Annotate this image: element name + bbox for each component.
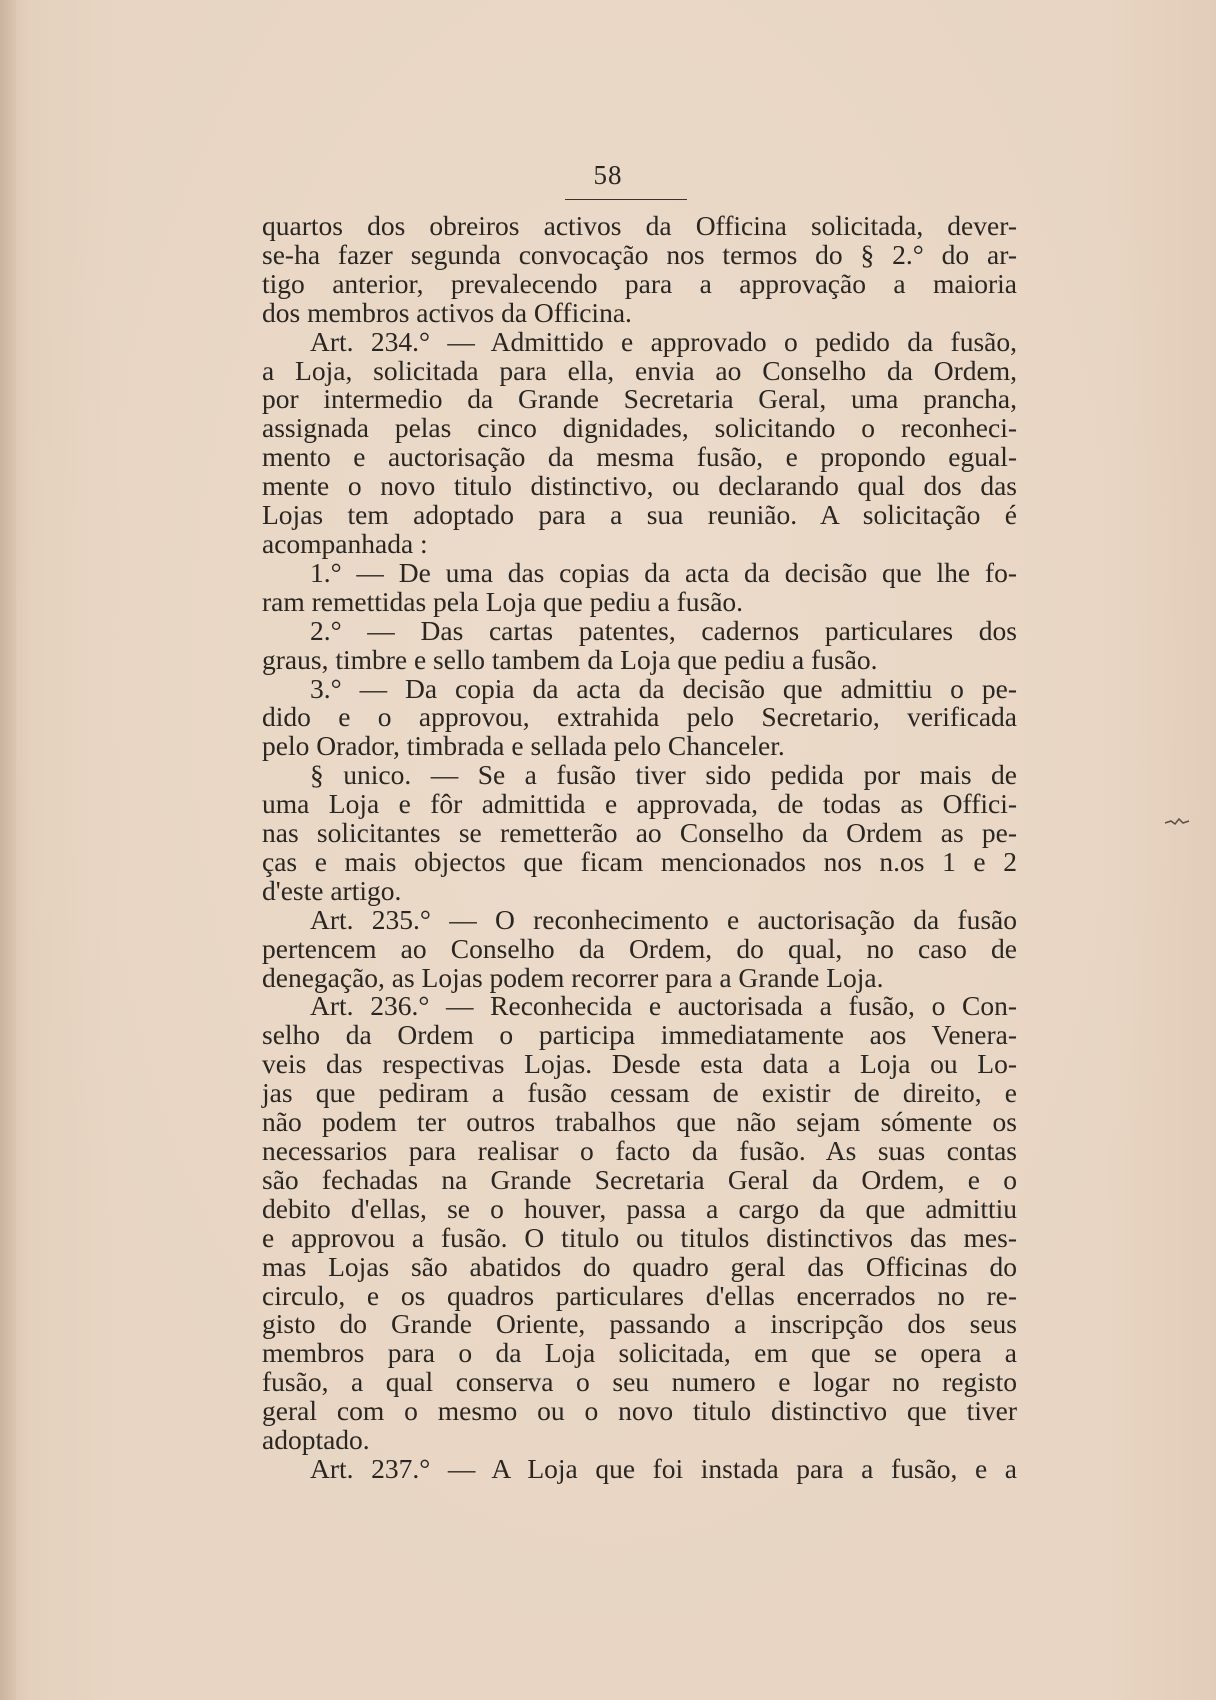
text-line: 2.° — Das cartas patentes, cadernos particulares dos: [310, 614, 1017, 646]
text-line: quartos dos obreiros activos da Officina solicitada, dever-: [262, 210, 1017, 241]
text-line: ram remettidas pela Loja que pediu a fusão.: [262, 585, 744, 617]
text-line: são fechadas na Grande Secretaria Geral da Ordem, e o: [262, 1163, 1017, 1195]
text-line: uma Loja e fôr admittida e approvada, de todas as Offici-: [262, 788, 1017, 820]
text-line: mente o novo titulo distinctivo, ou declarando qual dos das: [262, 470, 1017, 502]
body-text: [262, 212, 1017, 1484]
text-line: 1.° — De uma das copias da acta da decisão que lhe fo-: [310, 556, 1017, 588]
text-line: mento e auctorisação da mesma fusão, e propondo egual-: [262, 441, 1017, 473]
page-number: 58: [593, 160, 623, 190]
text-line: Lojas tem adoptado para a sua reunião. A solicitação é: [262, 499, 1017, 531]
text-line: ças e mais objectos que ficam mencionados nos n.os 1 e 2: [262, 845, 1017, 877]
page-binding-edge: [0, 0, 16, 1700]
text-line: d'este artigo.: [262, 874, 402, 906]
text-line: dos membros activos da Officina.: [262, 296, 632, 328]
text-line: selho da Ordem o participa immediatamente aos Venera-: [262, 1019, 1017, 1051]
text-line: Art. 234.° — Admittido e approvado o pedido da fusão,: [310, 325, 1017, 357]
text-line: a Loja, solicitada para ella, envia ao Conselho da Ordem,: [262, 354, 1017, 386]
text-line: dido e o approvou, extrahida pelo Secretario, verificada: [262, 701, 1017, 733]
text-line: Art. 236.° — Reconhecida e auctorisada a fusão, o Con-: [310, 990, 1017, 1022]
text-line: membros para o da Loja solicitada, em que se opera a: [262, 1337, 1017, 1369]
text-line: graus, timbre e sello tambem da Loja que pediu a fusão.: [262, 643, 878, 675]
text-line: não podem ter outros trabalhos que não sejam sómente os: [262, 1106, 1017, 1138]
text-line: adoptado.: [262, 1424, 370, 1456]
text-line: pertencem ao Conselho da Ordem, do qual, no caso de: [262, 932, 1017, 964]
page-number-rule: [565, 199, 687, 200]
text-line: pelo Orador, timbrada e sellada pelo Chanceler.: [262, 730, 785, 762]
text-line: geral com o mesmo ou o novo titulo distinctivo que tiver: [262, 1395, 1017, 1427]
text-line: denegação, as Lojas podem recorrer para a Grande Loja.: [262, 961, 884, 993]
text-line: acompanhada :: [262, 527, 428, 559]
text-line: por intermedio da Grande Secretaria Geral, uma prancha,: [262, 383, 1017, 415]
text-line: e approvou a fusão. O titulo ou titulos distinctivos das mes-: [262, 1221, 1017, 1253]
text-line: Art. 235.° — O reconhecimento e auctorisação da fusão: [310, 903, 1017, 935]
text-line: se-ha fazer segunda convocação nos termos do § 2.° do ar-: [262, 238, 1017, 270]
text-line: tigo anterior, prevalecendo para a approvação a maioria: [262, 267, 1017, 299]
text-line: debito d'ellas, se o houver, passa a cargo da que admittiu: [262, 1192, 1017, 1224]
text-line: fusão, a qual conserva o seu numero e logar no registo: [262, 1366, 1017, 1398]
text-line: 3.° — Da copia da acta da decisão que admittiu o pe-: [310, 672, 1017, 704]
text-line: nas solicitantes se remetterão ao Conselho da Ordem as pe-: [262, 817, 1017, 849]
text-line: assignada pelas cinco dignidades, solicitando o reconheci-: [262, 412, 1017, 444]
text-line: Art. 237.° — A Loja que foi instada para a fusão, e a: [310, 1452, 1017, 1484]
margin-mark: [1163, 815, 1191, 829]
text-line: mas Lojas são abatidos do quadro geral das Officinas do: [262, 1250, 1017, 1282]
text-line: jas que pediram a fusão cessam de existir de direito, e: [262, 1077, 1017, 1109]
text-line: necessarios para realisar o facto da fusão. As suas contas: [262, 1135, 1017, 1166]
text-line: § unico. — Se a fusão tiver sido pedida por mais de: [310, 759, 1017, 791]
text-line: gisto do Grande Oriente, passando a inscripção dos seus: [262, 1308, 1017, 1340]
text-line: circulo, e os quadros particulares d'ellas encerrados no re-: [262, 1279, 1017, 1311]
text-line: veis das respectivas Lojas. Desde esta data a Loja ou Lo-: [262, 1048, 1017, 1080]
